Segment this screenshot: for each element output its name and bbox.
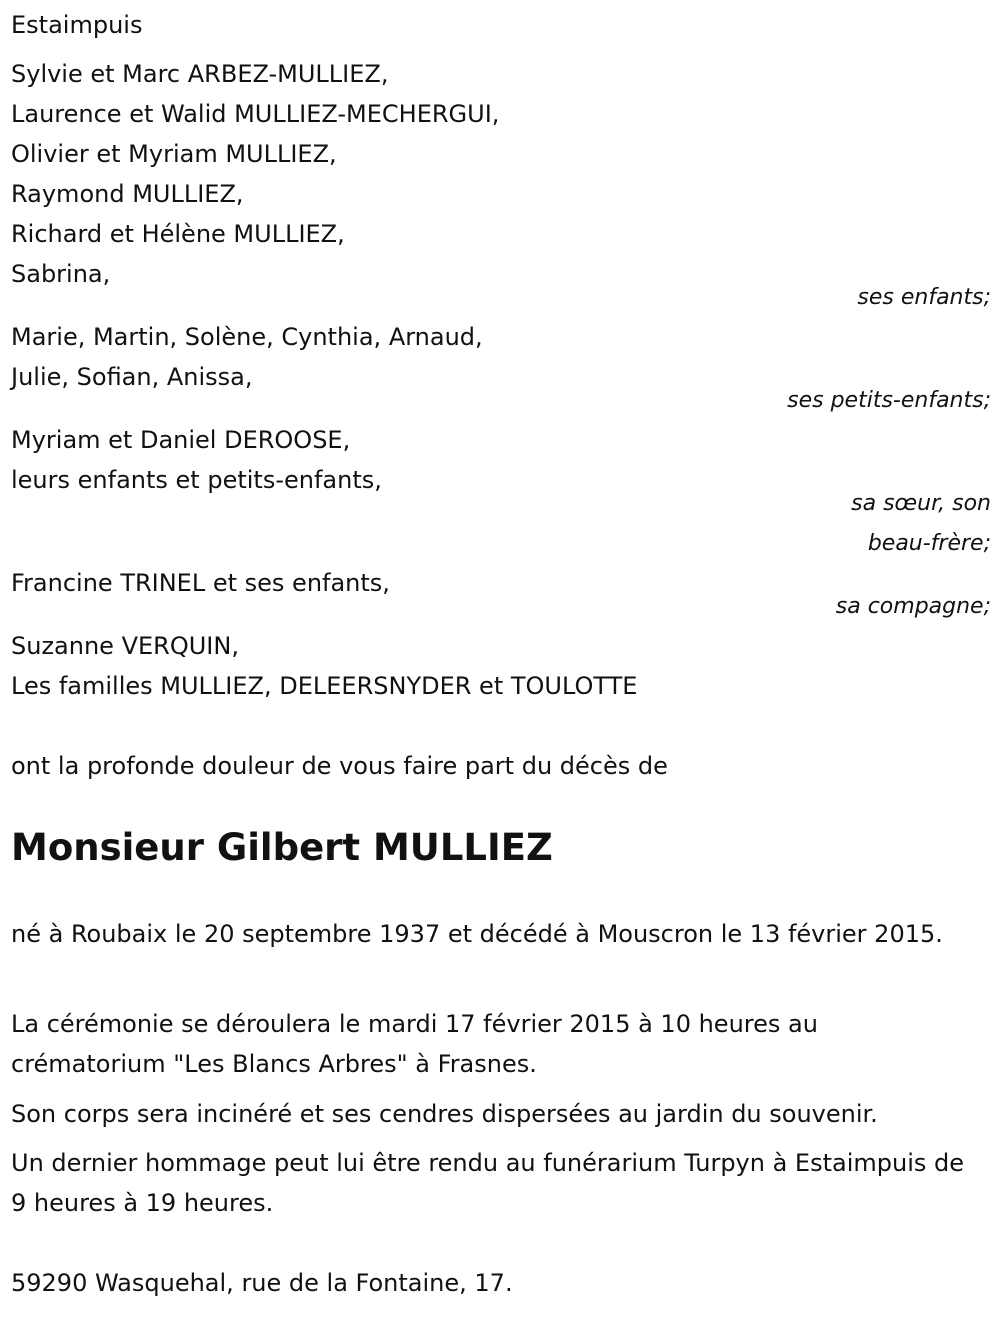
funerarium-paragraph: Un dernier hommage peut lui être rendu au funérarium Turpyn à Estaimpuis de 9 heures à 19 heures. bbox=[11, 1149, 965, 1217]
relation-label: ses petits-enfants; bbox=[787, 388, 991, 413]
relation-label: beau-frère; bbox=[867, 531, 991, 556]
family-line: Julie, Sofian, Anissa, bbox=[11, 363, 253, 391]
family-line: Raymond MULLIEZ, bbox=[11, 180, 244, 208]
cremation-paragraph: Son corps sera incinéré et ses cendres dispersées au jardin du souvenir. bbox=[11, 1100, 878, 1128]
deceased-name: Monsieur Gilbert MULLIEZ bbox=[11, 826, 553, 869]
announcement-text: ont la profonde douleur de vous faire part du décès de bbox=[11, 752, 668, 780]
family-line: Sabrina, bbox=[11, 260, 111, 288]
relation-label: sa sœur, son bbox=[851, 491, 991, 516]
address: 59290 Wasquehal, rue de la Fontaine, 17. bbox=[11, 1269, 513, 1297]
place-name: Estaimpuis bbox=[11, 11, 143, 39]
birth-death-paragraph: né à Roubaix le 20 septembre 1937 et décédé à Mouscron le 13 février 2015. bbox=[11, 920, 943, 948]
family-line: Olivier et Myriam MULLIEZ, bbox=[11, 140, 337, 168]
family-line: Laurence et Walid MULLIEZ-MECHERGUI, bbox=[11, 100, 500, 128]
relation-label: sa compagne; bbox=[835, 594, 991, 619]
family-line: Marie, Martin, Solène, Cynthia, Arnaud, bbox=[11, 323, 483, 351]
family-line: Les familles MULLIEZ, DELEERSNYDER et TOULOTTE bbox=[11, 672, 638, 700]
family-line: Suzanne VERQUIN, bbox=[11, 632, 239, 660]
family-line: Richard et Hélène MULLIEZ, bbox=[11, 220, 345, 248]
family-line: leurs enfants et petits-enfants, bbox=[11, 466, 382, 494]
ceremony-paragraph: La cérémonie se déroulera le mardi 17 février 2015 à 10 heures au crématorium "Les Blancs Arbres" à Frasnes. bbox=[11, 1010, 818, 1078]
family-line: Myriam et Daniel DEROOSE, bbox=[11, 426, 351, 454]
relation-label: ses enfants; bbox=[857, 285, 991, 310]
family-line: Francine TRINEL et ses enfants, bbox=[11, 569, 390, 597]
family-line: Sylvie et Marc ARBEZ-MULLIEZ, bbox=[11, 60, 389, 88]
